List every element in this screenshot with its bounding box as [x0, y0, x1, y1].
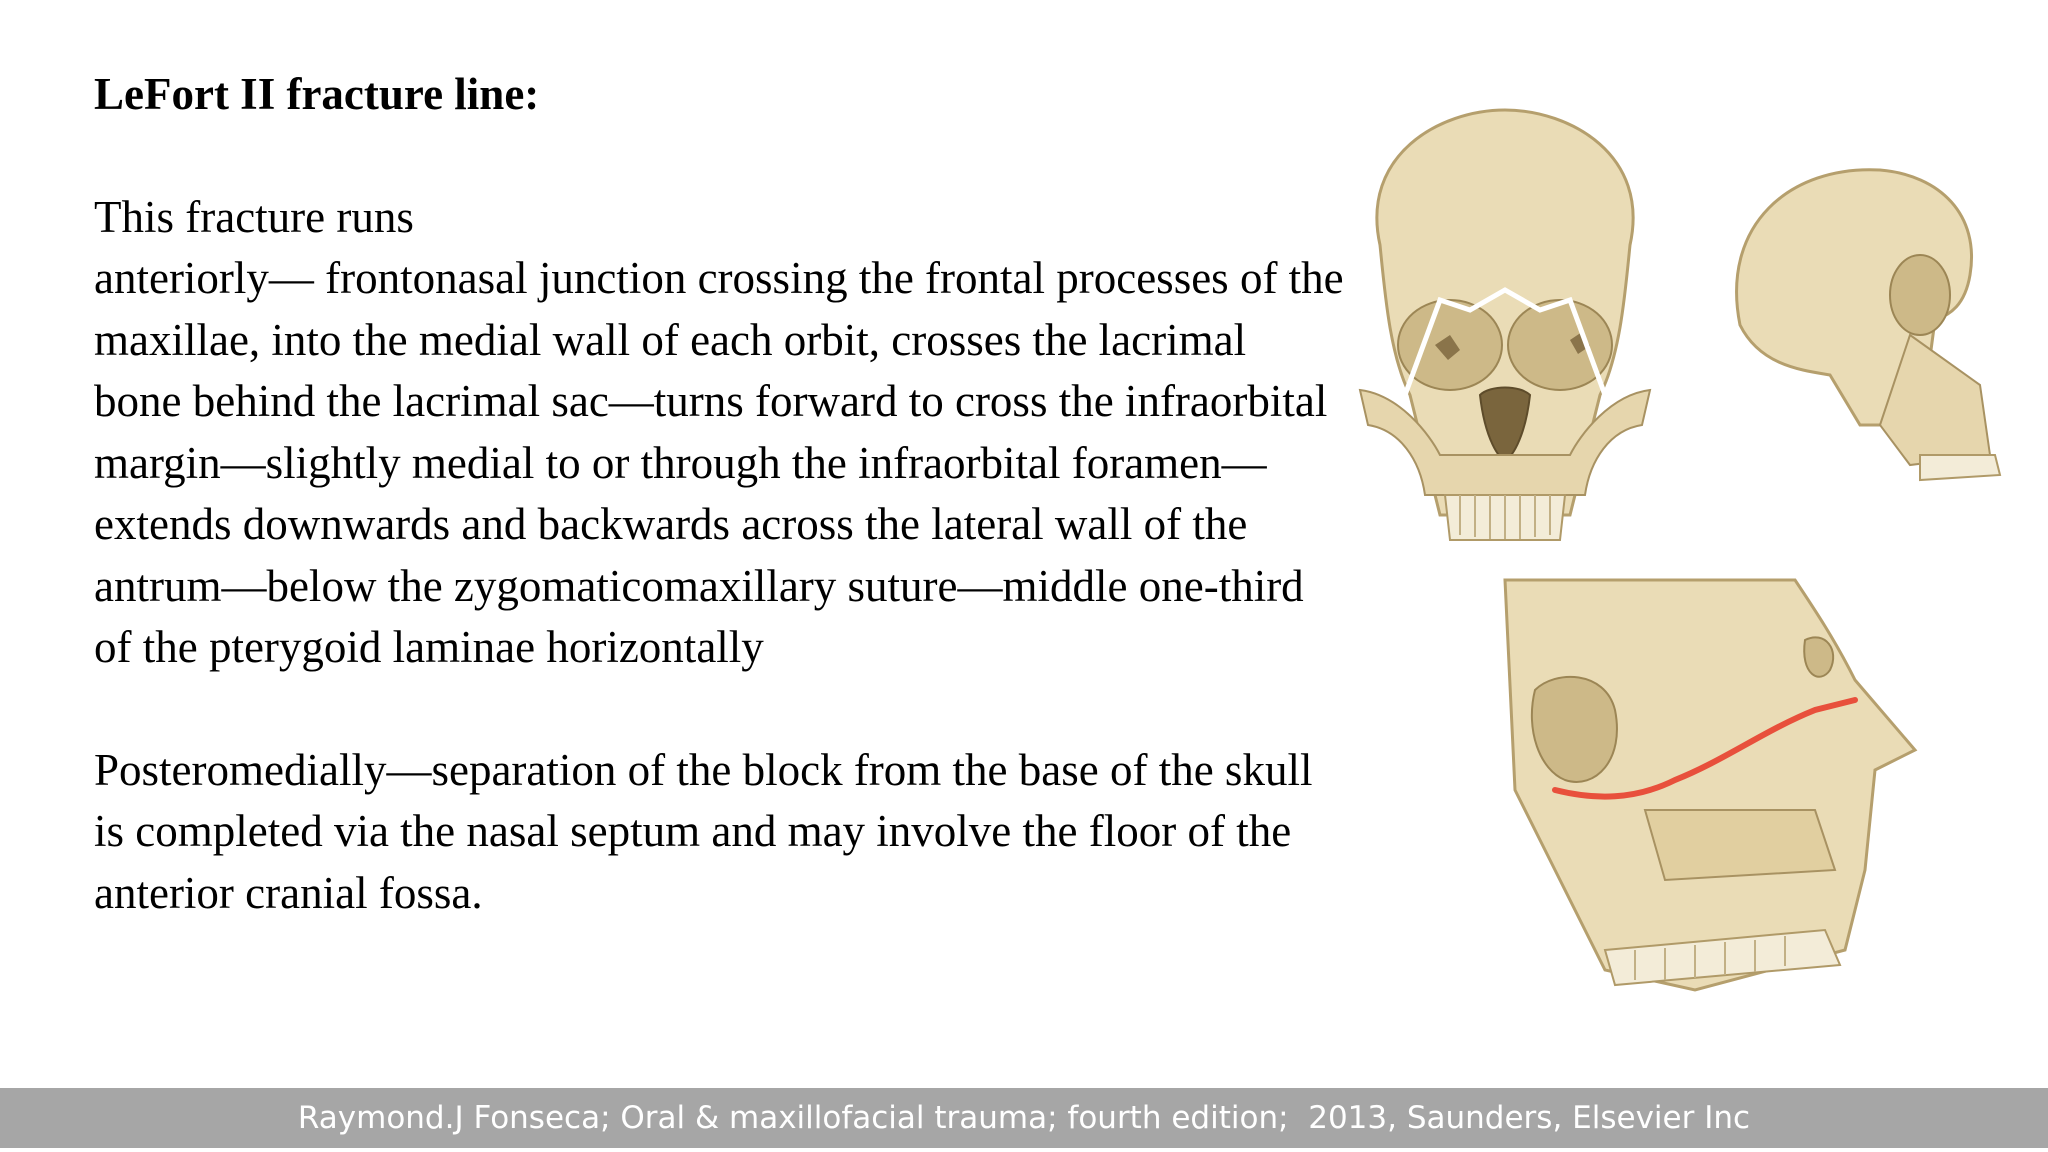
fracture-description: This fracture runs anteriorly— frontonasal junction crossing the frontal processes of the maxillae, into the medial wall of each orbit, crosses the lacrimal bone behind the lacrimal sac—turns forward to cross the infraorbital margin—slightly medial to or through the infraorbital foramen—extends downwards and backwards across the lateral wall of the antrum—below the zygomaticomaxillary suture—middle one-third of the pterygoid laminae horizontally [94, 191, 1344, 672]
skull-frontal-illustration [1320, 95, 1690, 565]
slide-text [94, 64, 1344, 924]
citation-footer: Raymond.J Fonseca; Oral & maxillofacial trauma; fourth edition; 2013, Saunders, Elsevier Inc [0, 1088, 2048, 1148]
posteromedial-description: Posteromedially—separation of the block from the base of the skull is completed via the nasal septum and may involve the floor of the anterior cranial fossa. [94, 744, 1313, 918]
slide-heading: LeFort II fracture line: [94, 69, 540, 119]
lateral-maxilla-fracture-illustration [1495, 570, 1935, 1010]
skull-lateral-illustration [1710, 125, 2010, 485]
